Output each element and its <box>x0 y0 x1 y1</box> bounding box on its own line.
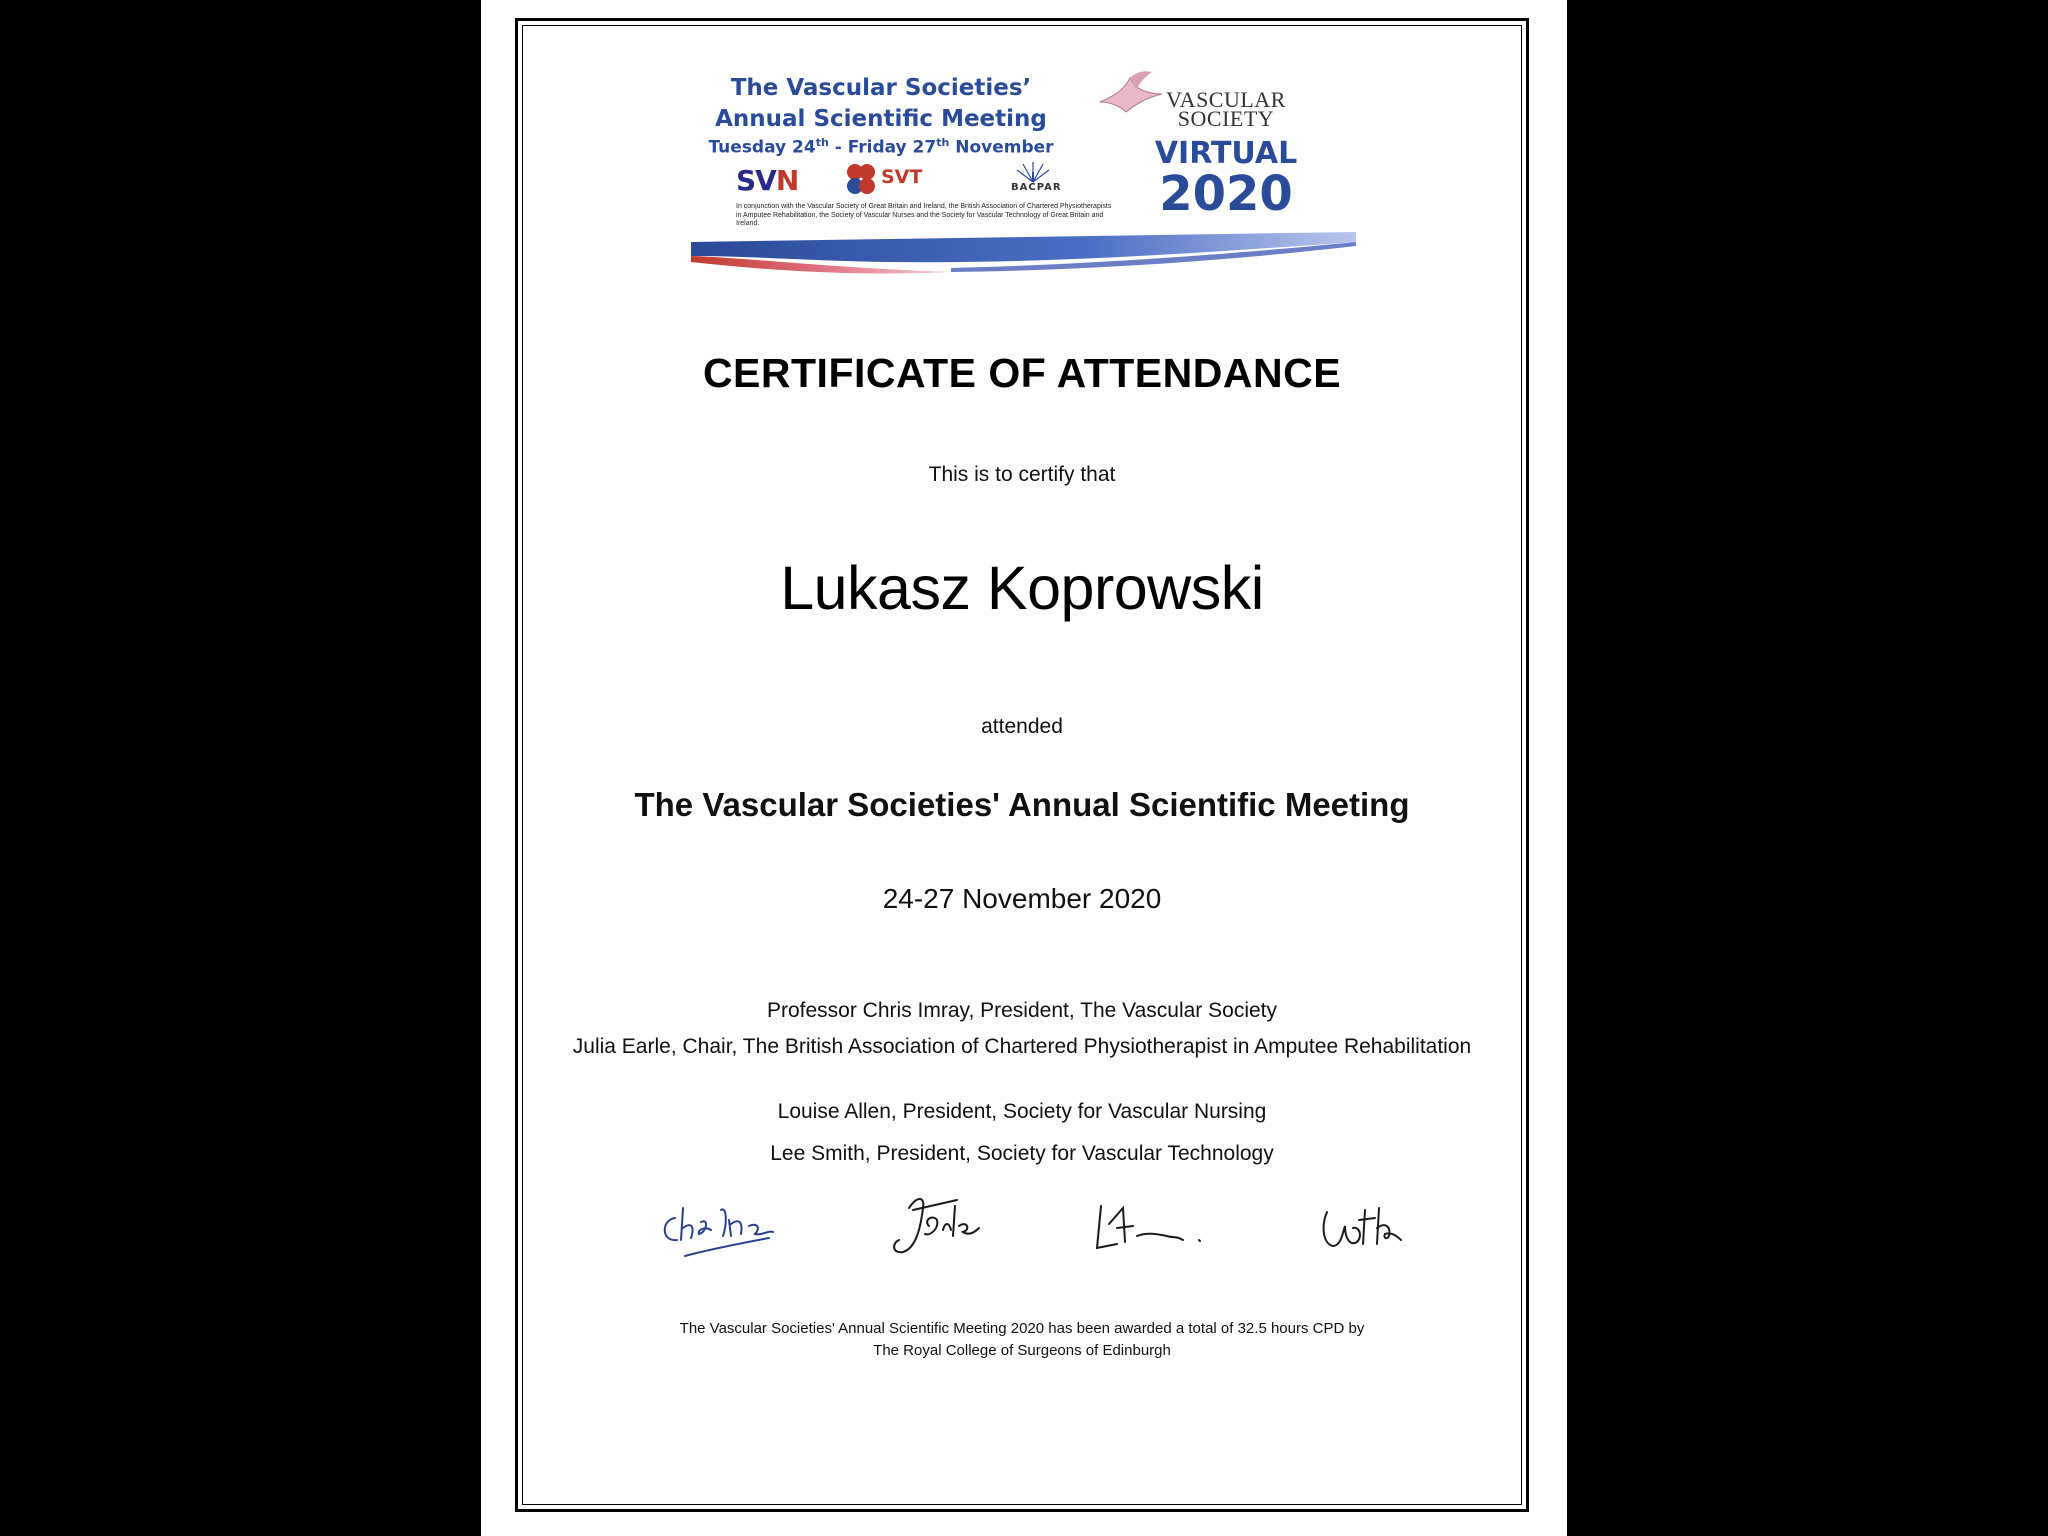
certificate-title: CERTIFICATE OF ATTENDANCE <box>702 350 1342 396</box>
certify-text: This is to certify that <box>928 463 1116 486</box>
signature-imray-icon <box>657 1196 787 1266</box>
bacpar-logo: BACPAR <box>1011 182 1062 193</box>
certificate-page <box>481 0 1567 1536</box>
signature-allen-icon <box>1087 1196 1207 1256</box>
bacpar-sunburst-icon <box>1013 158 1053 184</box>
meeting-logo-banner <box>691 62 1356 287</box>
svt-cross-icon <box>843 162 879 198</box>
recipient-name: Lukasz Koprowski <box>780 554 1264 622</box>
signatory-line: Julia Earle, Chair, The British Association of Chartered Physiotherapist in Amputee Rehabilitation <box>572 1035 1472 1058</box>
signatory-line: Louise Allen, President, Society for Vascular Nursing <box>777 1100 1267 1123</box>
event-dates: 24-27 November 2020 <box>882 883 1162 914</box>
cpd-statement-line1: The Vascular Societies' Annual Scientific Meeting 2020 has been awarded a total of 32.5 hours CPD by <box>679 1320 1365 1337</box>
signature-earle-icon <box>873 1190 993 1262</box>
signatory-line: Lee Smith, President, Society for Vascular Technology <box>770 1142 1274 1165</box>
svn-logo: SVN <box>736 164 799 197</box>
event-name: The Vascular Societies' Annual Scientific Meeting <box>634 786 1410 823</box>
banner-swoosh-icon <box>691 228 1356 288</box>
signature-smith-icon <box>1315 1196 1425 1262</box>
banner-title-line2: Annual Scientific Meeting <box>715 106 1047 132</box>
virtual-label: VIRTUAL <box>1154 136 1298 171</box>
year-label: 2020 <box>1159 166 1293 222</box>
banner-title-line1: The Vascular Societies’ <box>730 75 1032 101</box>
cpd-statement-line2: The Royal College of Surgeons of Edinburgh <box>873 1342 1171 1359</box>
vascular-society-name: VASCULAR SOCIETY <box>1166 87 1286 131</box>
attended-text: attended <box>981 715 1063 738</box>
signatory-line: Professor Chris Imray, President, The Vascular Society <box>766 999 1278 1022</box>
svt-logo: SVT <box>881 166 923 188</box>
banner-conjunction-text: In conjunction with the Vascular Society of Great Britain and Ireland, the British Association of Chartered Physiotherapists in Amputee Rehabilitation, the Society of Vascular Nurses and the Society for Vascular Technology of Great Britain and Ireland. <box>736 203 1112 227</box>
banner-dates: Tuesday 24th - Friday 27th November <box>708 136 1054 158</box>
